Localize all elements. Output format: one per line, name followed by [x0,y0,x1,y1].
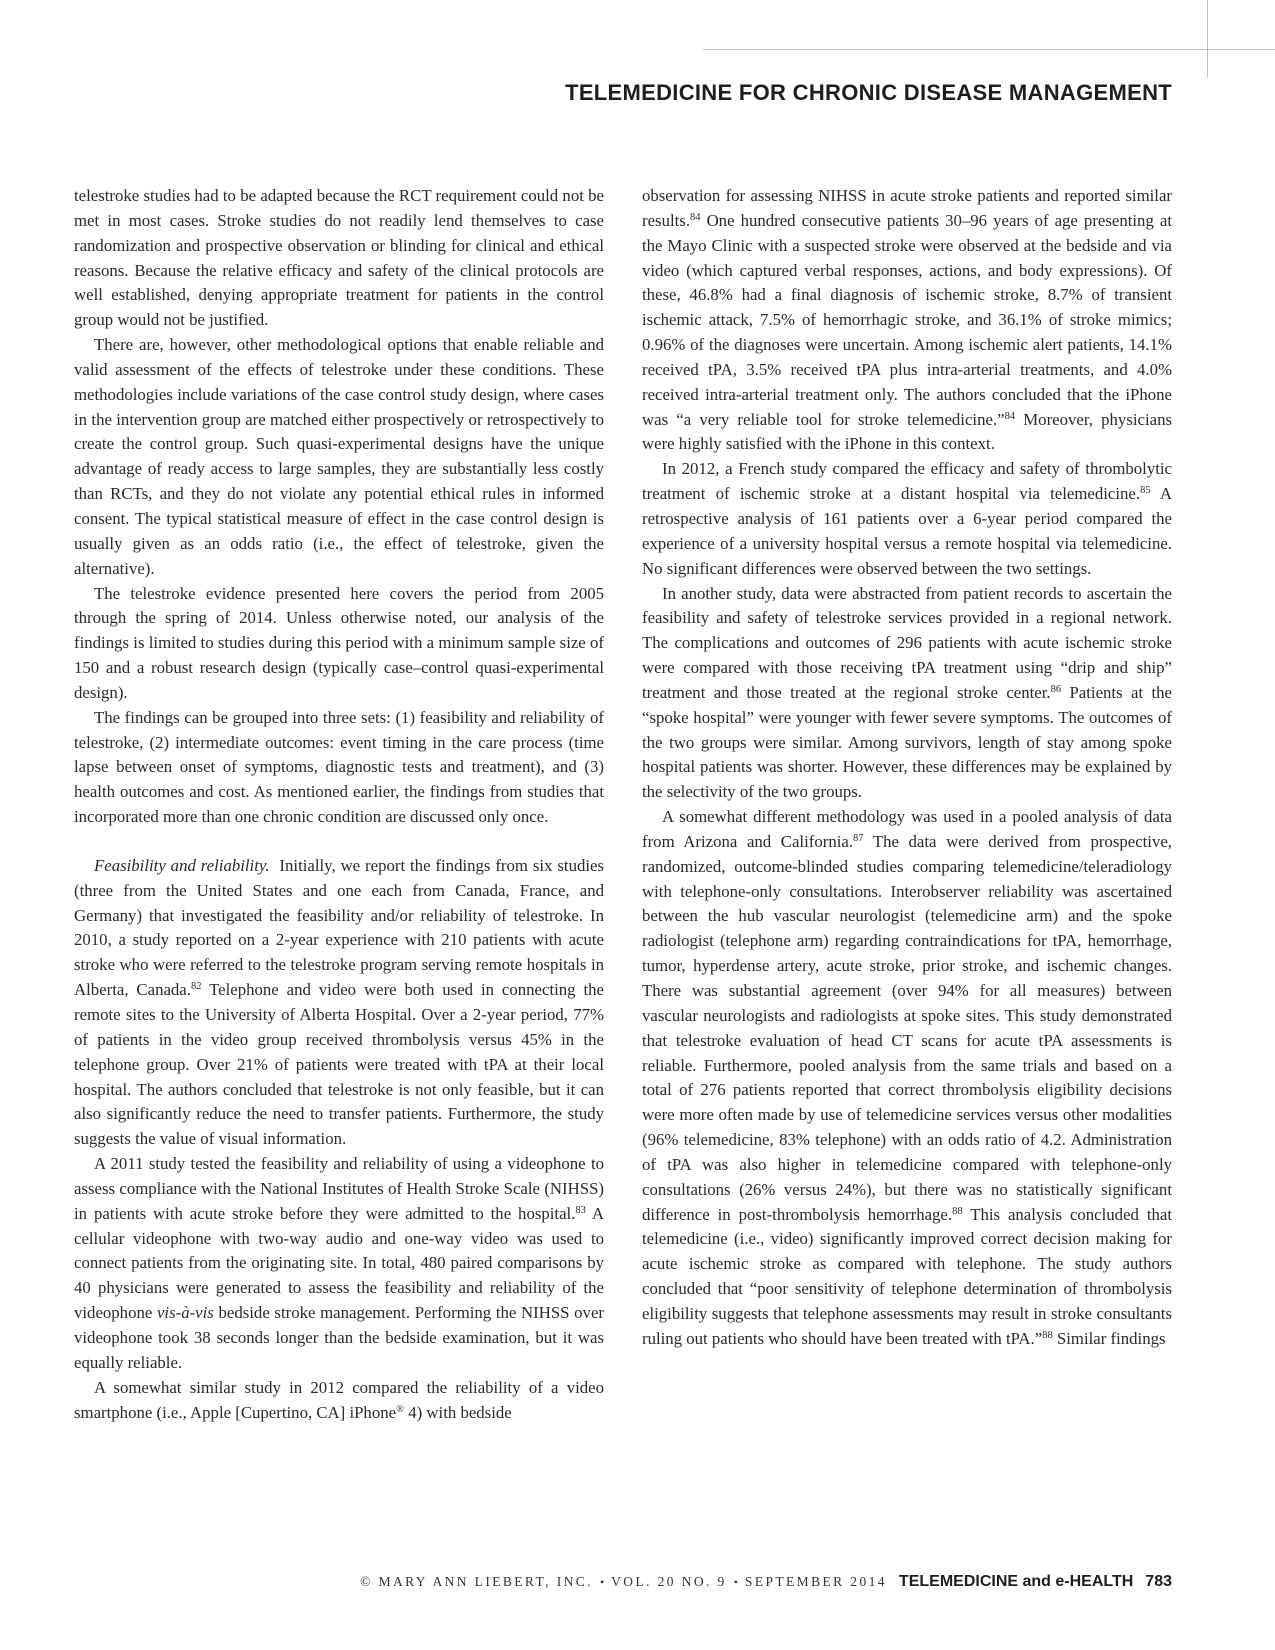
paragraph: In 2012, a French study compared the efficacy and safety of thrombolytic treatment of ischemic stroke at a distant hospital via telemedicine.$^{85}$ A retrospective analysis of 161 patients over a 6-year period compared the experience of a university hospital versus a remote hospital via telemedicine. No significant differences were observed between the two settings. [642,459,1172,578]
paragraph: telestroke studies had to be adapted because the RCT requirement could not be met in most cases. Stroke studies do not readily lend themselves to case randomization and prospective observation or blinding for clinical and ethical reasons. Because the relative efficacy and safety of the clinical protocols are well established, denying appropriate treatment for patients in the control group would not be justified. [74,186,604,330]
citation-ref: 87 [853,832,864,844]
page-number: 783 [1145,1573,1172,1590]
citation-ref: 86 [1050,683,1062,695]
registered-mark: ® [396,1403,405,1415]
paragraph: A somewhat different methodology was used in a pooled analysis of data from Arizona and California.$^{87}$ The data were derived from prospective, randomized, outcome-blinded studies comparing telemedicine/teleradiology with telephone-only consultations. Interobserver reliability was ascertained between the hub vascular neurologist (telemedicine arm) and the spoke radiologist (telephone arm) regarding contraindications for tPA, hemorrhage, tumor, hyperdense artery, acute stroke, prior stroke, and ischemic changes. There was substantial agreement (over 94% for all measures) between vascular neurologists and radiologists at spoke sites. This study demonstrated that telestroke evaluation of head CT scans for acute tPA assessments is reliable. Furthermore, pooled analysis from the same trials and based on a total of 276 patients reported that correct thrombolysis eligibility decisions were more often made by use of telemedicine services versus other modalities (96% telemedicine, 83% telephone) with an odds ratio of 4.2. Administration of tPA was also higher in telemedicine compared with telephone-only consultations (26% versus 24%), but there was no statistically significant difference in post-thrombolysis hemorrhage.$^{88}$ This analysis concluded that telemedicine (i.e., video) significantly improved correct decision making for acute ischemic stroke as compared with telephone. The study authors concluded that “poor sensitivity of telephone determination of thrombolysis eligibility suggests that telephone assessments may result in stroke consultants ruling out patients who should have been treated with tPA.”$^{88}$ Similar findings [642,807,1172,1348]
section-heading: Feasibility and reliability. [94,855,270,875]
citation-ref: 88 [1042,1329,1053,1341]
running-title: TELEMEDICINE FOR CHRONIC DISEASE MANAGEMENT [565,80,1172,105]
citation-ref: 85 [1140,485,1151,497]
separator-dot: • [599,1575,605,1589]
header-rule-horizontal [703,49,1275,50]
journal-name: TELEMEDICINE and e-HEALTH [898,1573,1134,1590]
paragraph: There are, however, other methodological options that enable reliable and valid assessment of the effects of telestroke under these conditions. These methodologies include variations of the case control study design, where cases in the intervention group are matched either prospectively or retrospectively to create the control group. Such quasi-experimental designs have the unique advantage of ready access to large samples, they are substantially less costly than RCTs, and they do not violate any potential ethical rules in informed consent. The typical statistical measure of effect in the case control design is usually given as an odds ratio (i.e., the effect of telestroke, given the alternative). [74,335,604,578]
paragraph: A 2011 study tested the feasibility and reliability of using a videophone to assess compliance with the National Institutes of Health Stroke Scale (NIHSS) in patients with acute stroke before they were admitted to the hospital.$^{83}$ A cellular videophone with two-way audio and one-way video was used to connect patients from the originating site. In total, 480 paired comparisons by 40 physicians were generated to assess the feasibility and reliability of the videophone vis-à-vis bedside stroke management. Performing the NIHSS over videophone took 38 seconds longer than the bedside examination, but it was equally reliable. [74,1154,604,1372]
publisher: © MARY ANN LIEBERT, INC. [360,1574,593,1589]
citation-ref: 84 [1004,410,1016,422]
paragraph: The telestroke evidence presented here covers the period from 2005 through the spring of 2014. Unless otherwise noted, our analysis of the findings is limited to studies during this period with a minimum sample size of 150 and a robust research design (typically case–control quasi-experimental design). [74,583,604,702]
paragraph: A somewhat similar study in 2012 compared the reliability of a video smartphone (i.e., Apple [Cupertino, CA] iPhone® 4) with bedside [74,1377,604,1422]
paragraph: The findings can be grouped into three sets: (1) feasibility and reliability of telestroke, (2) intermediate outcomes: event timing in the care process (time lapse between onset of symptoms, diagnostic tests and treatment), and (3) health outcomes and cost. As mentioned earlier, the findings from studies that incorporated more than one chronic condition are discussed only once. [74,707,604,827]
paragraph: observation for assessing NIHSS in acute stroke patients and reported similar results.$^{84}$ One hundred consecutive patients 30–96 years of age presenting at the Mayo Clinic with a suspected stroke were observed at the bedside and via video (which captured verbal responses, actions, and body expressions). Of these, 46.8% had a final diagnosis of ischemic stroke, 8.7% of transient ischemic attack, 7.5% of hemorrhagic stroke, and 36.1% of stroke mimics; 0.96% of the diagnoses were uncertain. Among ischemic alert patients, 14.1% received tPA, 3.5% received tPA plus intra-arterial treatments, and 4.0% received intra-arterial treatment only. The authors concluded that the iPhone was “a very reliable tool for stroke telemedicine.”$^{84}$ Moreover, physicians were highly satisfied with the iPhone in this context. [642,186,1172,454]
citation-ref: 82 [190,981,202,993]
citation-ref: 88 [952,1205,963,1217]
citation-ref: 84 [690,211,701,223]
header-rule-vertical [1207,0,1208,78]
issue-date: SEPTEMBER 2014 [744,1574,887,1589]
citation-ref: 83 [575,1204,586,1216]
right-column [642,184,1172,1352]
left-column [74,184,604,1425]
page-footer [360,1573,1172,1591]
separator-dot: • [733,1575,738,1589]
volume-issue: VOL. 20 NO. 9 [611,1574,727,1589]
paragraph-feasibility: Feasibility and reliability. Initially, we report the findings from six studies (three from the United States and one each from Canada, France, and Germany) that investigated the feasibility and/or reliability of telestroke. In 2010, a study reported on a 2-year experience with 210 patients with acute stroke who were referred to the telestroke program serving remote hospitals in Alberta, Canada.$^{82}$ Telephone and video were both used in connecting the remote sites to the University of Alberta Hospital. Over a 2-year period, 77% of patients in the video group received thrombolysis versus 45% in the telephone group. Over 21% of patients were treated with tPA at their local hospital. The authors concluded that telestroke is not only feasible, but it can also significantly reduce the need to transfer patients. Furthermore, the study suggests the value of visual information. [74,855,604,1149]
paragraph: In another study, data were abstracted from patient records to ascertain the feasibility and safety of telestroke services provided in a regional network. The complications and outcomes of 296 patients with acute ischemic stroke were compared with those receiving tPA treatment using “drip and ship” treatment and those treated at the regional stroke center.$^{86}$ Patients at the “spoke hospital” were younger with fewer severe symptoms. The outcomes of the two groups were similar. Among survivors, length of stay among spoke hospital patients was shorter. However, these differences may be explained by the selectivity of the two groups. [642,583,1172,802]
